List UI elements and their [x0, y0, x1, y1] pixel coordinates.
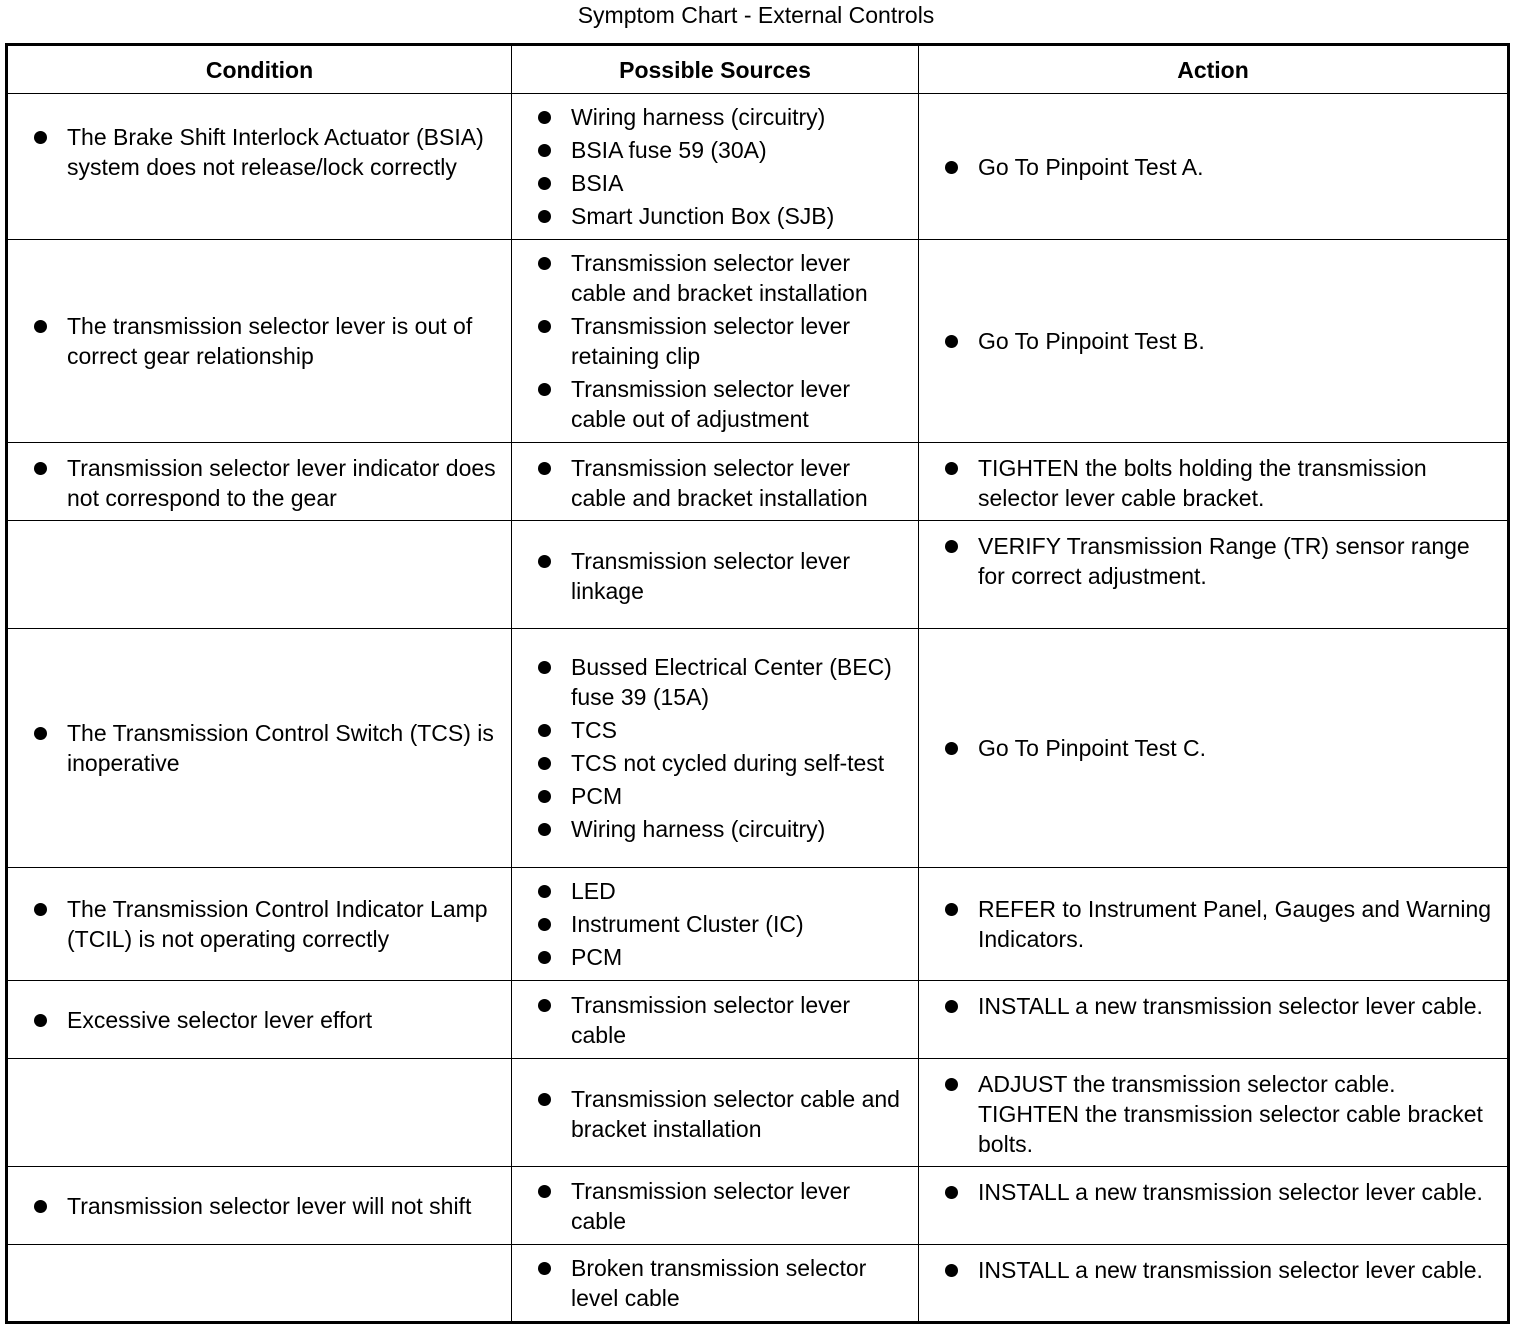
- bullet-icon: [945, 1000, 958, 1013]
- list-item: [512, 748, 908, 778]
- sources-cell: [512, 94, 919, 240]
- list-item-text: TCS not cycled during self-test: [571, 750, 885, 776]
- sources-cell: [512, 521, 919, 629]
- list-item-text: Instrument Cluster (IC): [571, 911, 804, 937]
- list-item-text: Wiring harness (circuitry): [571, 816, 826, 842]
- list-item-text: The Transmission Control Switch (TCS) is inoperative: [67, 720, 494, 776]
- list-item: [919, 531, 1497, 591]
- bullet-icon: [945, 1186, 958, 1199]
- list-item-text: Transmission selector lever cable: [571, 1177, 851, 1234]
- list-item-text: PCM: [571, 944, 623, 970]
- bullet-icon: [538, 177, 551, 190]
- sources-cell: [512, 240, 919, 443]
- list-item: [8, 718, 501, 778]
- bullet-icon: [945, 742, 958, 755]
- bullet-icon: [538, 111, 551, 124]
- list-item-text: TIGHTEN the bolts holding the transmission selector lever cable bracket.: [978, 455, 1427, 511]
- table-row: [7, 1245, 1509, 1323]
- list-item-text: Transmission selector lever cable and bracket installation: [571, 250, 868, 306]
- action-list: [919, 453, 1497, 513]
- list-item-text: Go To Pinpoint Test C.: [978, 735, 1207, 761]
- list-item: [919, 991, 1497, 1021]
- list-item-text: PCM: [571, 783, 623, 809]
- action-cell: [919, 1167, 1509, 1245]
- list-item-text: INSTALL a new transmission selector lever cable.: [978, 1257, 1483, 1283]
- list-item-text: Transmission selector lever cable and bracket installation: [571, 455, 868, 511]
- action-list: [919, 531, 1497, 591]
- sources-cell: [512, 981, 919, 1059]
- bullet-icon: [945, 540, 958, 553]
- action-list: [919, 1177, 1497, 1207]
- condition-list: [8, 894, 501, 954]
- list-item: [512, 942, 908, 972]
- condition-cell: [7, 868, 512, 981]
- list-item-text: TCS: [571, 717, 617, 743]
- action-cell: [919, 981, 1509, 1059]
- bullet-icon: [538, 555, 551, 568]
- bullet-icon: [34, 903, 47, 916]
- bullet-icon: [538, 1262, 551, 1275]
- header-row: [7, 45, 1509, 94]
- list-item: [919, 894, 1497, 954]
- bullet-icon: [538, 257, 551, 270]
- sources-list: [512, 876, 908, 972]
- table-row: [7, 629, 1509, 868]
- bullet-icon: [945, 903, 958, 916]
- table-row: [7, 868, 1509, 981]
- bullet-icon: [538, 210, 551, 223]
- bullet-icon: [538, 724, 551, 737]
- table-row: [7, 443, 1509, 521]
- condition-cell: [7, 443, 512, 521]
- sources-cell: [512, 443, 919, 521]
- action-list: [919, 1069, 1497, 1159]
- action-list: [919, 733, 1497, 763]
- condition-cell: [7, 1059, 512, 1167]
- list-item: [8, 311, 501, 371]
- bullet-icon: [538, 951, 551, 964]
- list-item-text: REFER to Instrument Panel, Gauges and Warning Indicators.: [978, 896, 1492, 952]
- list-item: [919, 453, 1497, 513]
- bullet-icon: [538, 757, 551, 770]
- list-item-text: Wiring harness (circuitry): [571, 104, 826, 130]
- action-cell: [919, 94, 1509, 240]
- list-item: [512, 102, 908, 132]
- list-item: [512, 990, 908, 1050]
- list-item-text: Transmission selector cable and bracket installation: [571, 1086, 900, 1142]
- list-item: [919, 733, 1497, 763]
- sources-cell: [512, 1059, 919, 1167]
- action-list: [919, 152, 1497, 182]
- list-item-text: VERIFY Transmission Range (TR) sensor range for correct adjustment.: [978, 533, 1470, 589]
- condition-list: [8, 1191, 501, 1221]
- list-item-text: Transmission selector lever indicator does not correspond to the gear: [67, 455, 496, 511]
- list-item-text: LED: [571, 878, 616, 904]
- condition-cell: [7, 1245, 512, 1323]
- list-item: [919, 1069, 1497, 1159]
- chart-title: Symptom Chart - External Controls: [577, 2, 935, 28]
- list-item-text: INSTALL a new transmission selector lever cable.: [978, 993, 1483, 1019]
- action-cell: [919, 1245, 1509, 1323]
- action-list: [919, 991, 1497, 1021]
- table-row: [7, 1167, 1509, 1245]
- bullet-icon: [34, 462, 47, 475]
- list-item: [8, 453, 501, 513]
- condition-list: [8, 311, 501, 371]
- sources-cell: [512, 1245, 919, 1323]
- list-item: [512, 168, 908, 198]
- condition-cell: [7, 629, 512, 868]
- list-item-text: ADJUST the transmission selector cable. TIGHTEN the transmission selector cable bracket bolts.: [978, 1071, 1483, 1157]
- condition-cell: [7, 521, 512, 629]
- list-item: [512, 1084, 908, 1144]
- action-list: [919, 326, 1497, 356]
- sources-list: [512, 1176, 908, 1236]
- bullet-icon: [538, 1093, 551, 1106]
- list-item: [512, 652, 908, 712]
- list-item: [512, 909, 908, 939]
- list-item-text: Excessive selector lever effort: [67, 1006, 373, 1033]
- list-item: [919, 326, 1497, 356]
- condition-list: [8, 718, 501, 778]
- header-action: Action: [919, 45, 1509, 94]
- bullet-icon: [538, 918, 551, 931]
- list-item-text: Transmission selector lever cable: [571, 991, 851, 1048]
- list-item: [512, 135, 908, 165]
- sources-cell: [512, 868, 919, 981]
- list-item: [919, 152, 1497, 182]
- list-item: [8, 894, 501, 954]
- bullet-icon: [945, 462, 958, 475]
- bullet-icon: [538, 999, 551, 1012]
- list-item-text: BSIA: [571, 170, 624, 196]
- list-item: [512, 311, 908, 371]
- list-item: [919, 1177, 1497, 1207]
- bullet-icon: [538, 462, 551, 475]
- list-item: [512, 374, 908, 434]
- list-item-text: Transmission selector lever will not shift: [67, 1192, 472, 1219]
- bullet-icon: [538, 1185, 551, 1198]
- sources-list: [512, 1253, 908, 1313]
- list-item-text: Transmission selector lever cable out of adjustment: [571, 376, 851, 432]
- sources-list: [512, 102, 908, 231]
- bullet-icon: [538, 383, 551, 396]
- list-item: [512, 248, 908, 308]
- bullet-icon: [34, 1014, 47, 1027]
- list-item: [512, 814, 908, 844]
- list-item: [512, 453, 908, 513]
- list-item-text: Go To Pinpoint Test A.: [978, 153, 1204, 180]
- list-item: [8, 1191, 501, 1221]
- table-row: [7, 1059, 1509, 1167]
- list-item: [8, 1005, 501, 1035]
- table-row: [7, 521, 1509, 629]
- action-cell: [919, 1059, 1509, 1167]
- action-cell: [919, 868, 1509, 981]
- sources-list: [512, 453, 908, 513]
- table-row: [7, 981, 1509, 1059]
- bullet-icon: [538, 661, 551, 674]
- list-item: [512, 876, 908, 906]
- condition-cell: [7, 1167, 512, 1245]
- list-item-text: The Brake Shift Interlock Actuator (BSIA) system does not release/lock correctly: [67, 124, 484, 180]
- symptom-table: [5, 43, 1510, 1324]
- condition-cell: [7, 981, 512, 1059]
- bullet-icon: [945, 335, 958, 348]
- bullet-icon: [945, 1264, 958, 1277]
- action-cell: [919, 629, 1509, 868]
- list-item: [512, 1176, 908, 1236]
- condition-cell: [7, 94, 512, 240]
- list-item-text: INSTALL a new transmission selector lever cable.: [978, 1179, 1483, 1205]
- sources-list: [512, 546, 908, 606]
- header-possible-sources: Possible Sources: [512, 45, 919, 94]
- condition-list: [8, 122, 501, 182]
- bullet-icon: [945, 1078, 958, 1091]
- sources-list: [512, 990, 908, 1050]
- list-item-text: Transmission selector lever linkage: [571, 548, 851, 604]
- list-item-text: Broken transmission selector level cable: [571, 1255, 867, 1311]
- list-item-text: The Transmission Control Indicator Lamp (TCIL) is not operating correctly: [67, 896, 488, 952]
- bullet-icon: [538, 823, 551, 836]
- condition-list: [8, 1005, 501, 1035]
- bullet-icon: [538, 144, 551, 157]
- sources-cell: [512, 629, 919, 868]
- bullet-icon: [34, 727, 47, 740]
- list-item-text: The transmission selector lever is out of correct gear relationship: [67, 313, 473, 369]
- condition-cell: [7, 240, 512, 443]
- bullet-icon: [34, 320, 47, 333]
- sources-list: [512, 248, 908, 434]
- bullet-icon: [34, 1200, 47, 1213]
- table-row: [7, 94, 1509, 240]
- action-cell: [919, 521, 1509, 629]
- list-item: [512, 546, 908, 606]
- list-item-text: Bussed Electrical Center (BEC) fuse 39 (15A): [571, 654, 892, 710]
- bullet-icon: [34, 131, 47, 144]
- list-item: [8, 122, 501, 182]
- condition-list: [8, 453, 501, 513]
- list-item: [512, 715, 908, 745]
- list-item-text: Go To Pinpoint Test B.: [978, 328, 1205, 354]
- list-item: [512, 781, 908, 811]
- header-condition: Condition: [7, 45, 512, 94]
- bullet-icon: [538, 320, 551, 333]
- sources-list: [512, 1084, 908, 1144]
- list-item: [512, 1253, 908, 1313]
- list-item-text: BSIA fuse 59 (30A): [571, 137, 767, 163]
- action-cell: [919, 240, 1509, 443]
- sources-cell: [512, 1167, 919, 1245]
- list-item: [919, 1255, 1497, 1285]
- sources-list: [512, 652, 908, 844]
- bullet-icon: [538, 790, 551, 803]
- list-item-text: Transmission selector lever retaining clip: [571, 313, 851, 369]
- action-list: [919, 894, 1497, 954]
- list-item: [512, 201, 908, 231]
- action-list: [919, 1255, 1497, 1285]
- bullet-icon: [538, 885, 551, 898]
- action-cell: [919, 443, 1509, 521]
- table-row: [7, 240, 1509, 443]
- list-item-text: Smart Junction Box (SJB): [571, 203, 835, 229]
- bullet-icon: [945, 161, 958, 174]
